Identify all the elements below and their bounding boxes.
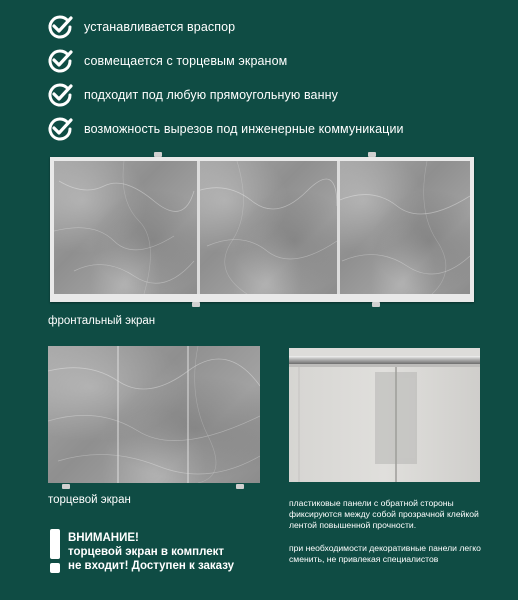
side-bottom-bracket — [236, 484, 244, 489]
check-circle-icon — [46, 115, 74, 143]
side-screen-image — [48, 346, 260, 483]
feature-item — [46, 44, 506, 78]
warning-title: ВНИМАНИЕ! — [68, 532, 139, 544]
exclamation-icon — [48, 529, 62, 573]
feature-item — [46, 10, 506, 44]
front-panel-middle — [197, 161, 337, 294]
feature-text: возможность вырезов под инженерные коммуникации — [84, 122, 404, 136]
warning-line: торцевой экран в комплект — [68, 546, 225, 558]
notes — [289, 498, 499, 577]
warning-text — [68, 531, 234, 573]
feature-item — [46, 112, 506, 146]
feature-text: подходит под любую прямоугольную ванну — [84, 88, 338, 102]
marble-texture — [54, 161, 197, 294]
feature-list — [46, 10, 506, 146]
note-text: пластиковые панели с обратной стороны фиксируются между собой прозрачной клейкой лентой повышенной прочности. — [289, 498, 479, 530]
bottom-bracket — [372, 302, 380, 307]
side-bottom-bracket — [62, 484, 70, 489]
note-text: при необходимости декоративные панели легко сменить, не привлекая специалистов — [289, 543, 481, 564]
check-circle-icon — [46, 13, 74, 41]
front-screen-caption: фронтальный экран — [48, 315, 156, 327]
marble-texture — [337, 161, 470, 294]
bottom-bracket — [192, 302, 200, 307]
panel-divider — [337, 161, 340, 294]
warning-block — [48, 525, 268, 577]
panel-divider — [197, 161, 200, 294]
marble-texture — [197, 161, 337, 294]
tape-joint-photo — [289, 348, 480, 482]
feature-text: устанавливается враспор — [84, 20, 236, 34]
front-panel-right — [337, 161, 470, 294]
side-screen-caption: торцевой экран — [48, 494, 131, 506]
marble-texture — [48, 346, 260, 483]
front-screen-image — [50, 157, 474, 302]
front-panel-left — [54, 161, 197, 294]
photo-illustration — [289, 348, 480, 482]
check-circle-icon — [46, 81, 74, 109]
feature-text: совмещается с торцевым экраном — [84, 54, 288, 68]
check-circle-icon — [46, 47, 74, 75]
warning-line: не входит! Доступен к заказу — [68, 560, 235, 572]
feature-item — [46, 78, 506, 112]
